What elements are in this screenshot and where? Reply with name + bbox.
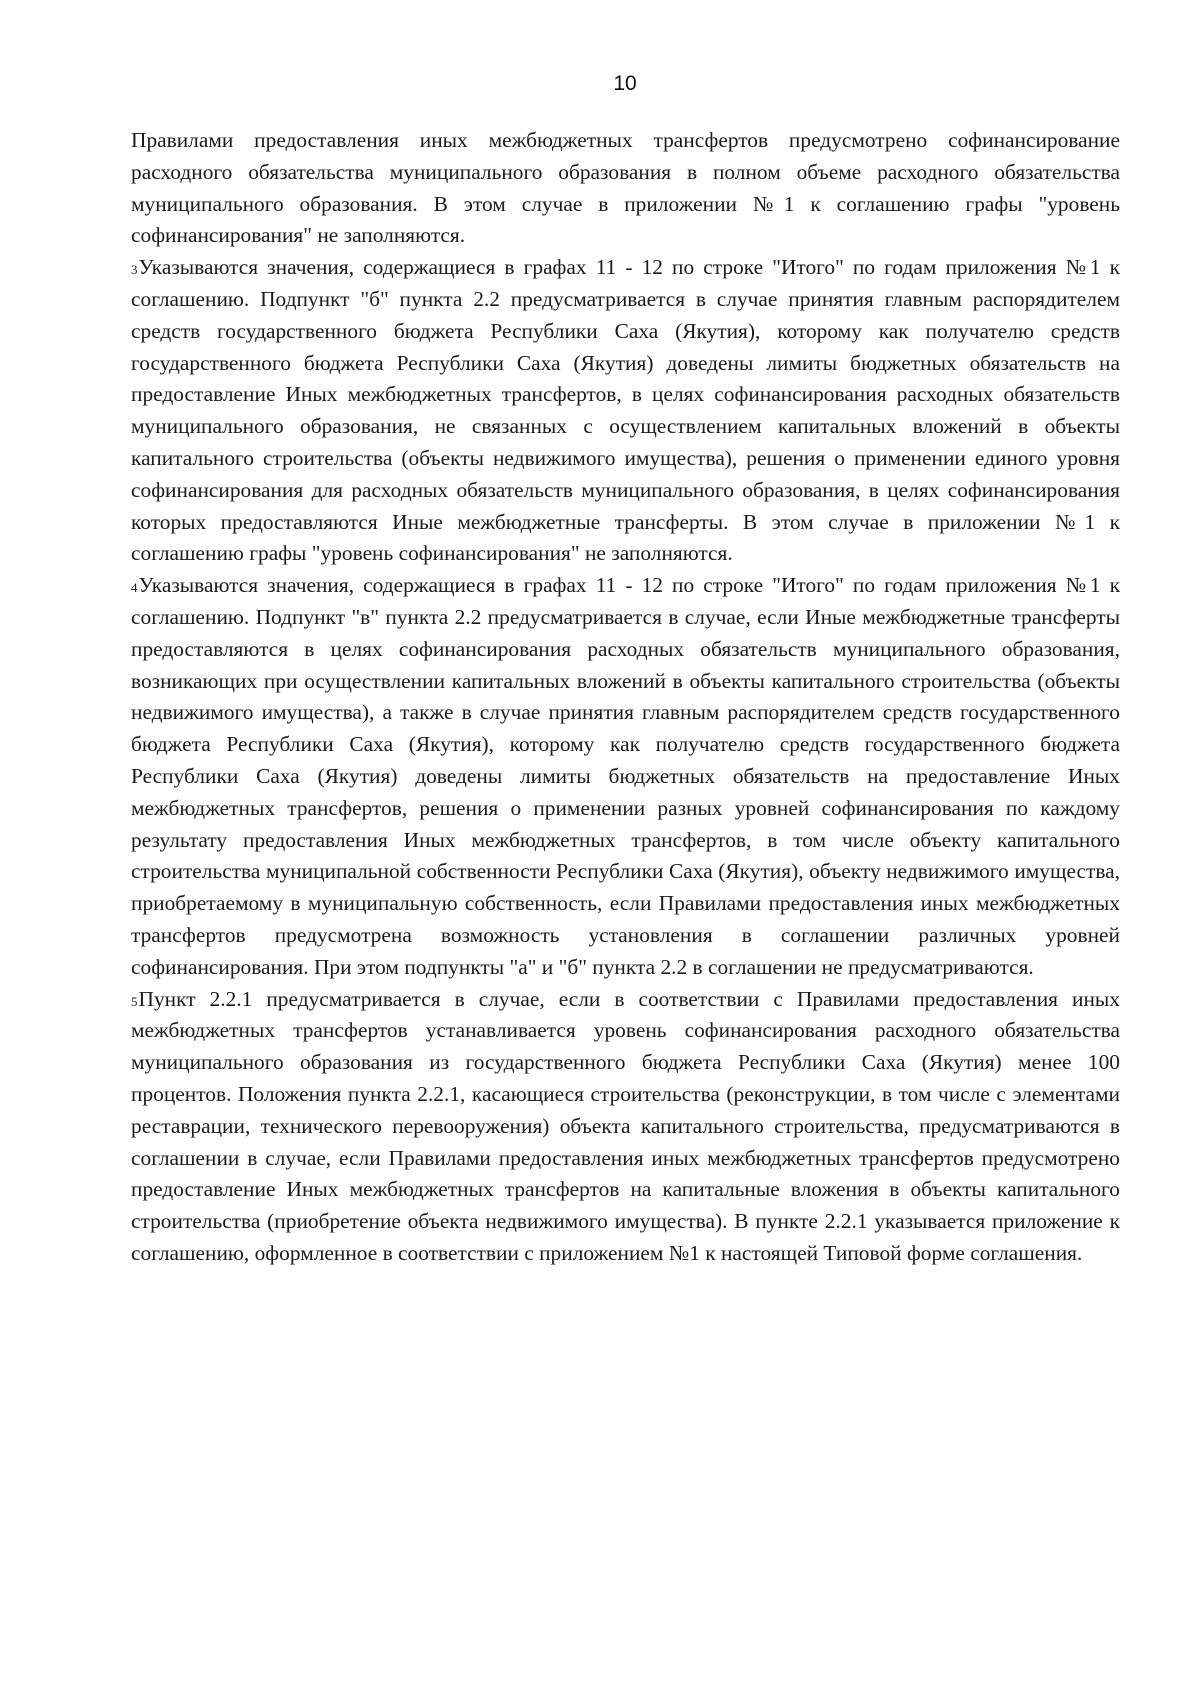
footnote-marker: 3 bbox=[131, 262, 138, 278]
paragraph-continuation bbox=[131, 125, 1120, 252]
footnote-marker: 5 bbox=[131, 993, 138, 1009]
footnote-text: Пункт 2.2.1 предусматривается в случае, если в соответствии с Правилами предоставления иных межбюджетных трансфертов устанавливается уровень софинансирования расходного обязательства муниципального образования из государственного бюджета Республики Саха (Якутия) менее 100 процентов. Положения пункта 2.2.1, касающиеся строительства (реконструкции, в том числе с элементами реставрации, технического перевооружения) объекта капитального строительства, предусматриваются в соглашении в случае, если Правилами предоставления иных межбюджетных трансфертов предусмотрено предоставление Иных межбюджетных трансфертов на капитальные вложения в объекты капитального строительства (приобретение объекта недвижимого имущества). В пункте 2.2.1 указывается приложение к соглашению, оформленное в соответствии с приложением №1 к настоящей Типовой форме соглашения. bbox=[131, 986, 1120, 1265]
footnote-text: Указываются значения, содержащиеся в графах 11 - 12 по строке "Итого" по годам приложения №1 к соглашению. Подпункт "б" пункта 2.2 предусматривается в случае принятия главным распорядителем средств государственного бюджета Республики Саха (Якутия), которому как получателю средств государственного бюджета Республики Саха (Якутия) доведены лимиты бюджетных обязательств на предоставление Иных межбюджетных трансфертов, в целях софинансирования расходных обязательств муниципального образования, не связанных с осуществлением капитальных вложений в объекты капитального строительства (объекты недвижимого имущества), решения о применении единого уровня софинансирования для расходных обязательств муниципального образования, в целях софинансирования которых предоставляются Иные межбюджетные трансферты. В этом случае в приложении №1 к соглашению графы "уровень софинансирования" не заполняются. bbox=[131, 255, 1120, 566]
footnote-marker: 4 bbox=[131, 580, 138, 596]
footnote-5 bbox=[131, 984, 1120, 1270]
paragraph-text: Правилами предоставления иных межбюджетных трансфертов предусмотрено софинансирование расходного обязательства муниципального образования в полном объеме расходного обязательства муниципального образования. В этом случае в приложении №1 к соглашению графы "уровень софинансирования" не заполняются. bbox=[131, 128, 1120, 248]
document-body bbox=[131, 125, 1120, 1270]
footnote-4 bbox=[131, 570, 1120, 983]
footnote-text: Указываются значения, содержащиеся в графах 11 - 12 по строке "Итого" по годам приложения №1 к соглашению. Подпункт "в" пункта 2.2 предусматривается в случае, если Иные межбюджетные трансферты предоставляются в целях софинансирования расходных обязательств муниципального образования, возникающих при осуществлении капитальных вложений в объекты капитального строительства (объекты недвижимого имущества), а также в случае принятия главным распорядителем средств государственного бюджета Республики Саха (Якутия), которому как получателю средств государственного бюджета Республики Саха (Якутия) доведены лимиты бюджетных обязательств на предоставление Иных межбюджетных трансфертов, решения о применении разных уровней софинансирования по каждому результату предоставления Иных межбюджетных трансфертов, в том числе объекту капитального строительства муниципальной собственности Республики Саха (Якутия), объекту недвижимого имущества, приобретаемому в муниципальную собственность, если Правилами предоставления иных межбюджетных трансфертов предусмотрена возможность установления в соглашении различных уровней софинансирования. При этом подпункты "а" и "б" пункта 2.2 в соглашении не предусматриваются. bbox=[131, 573, 1120, 979]
page-number: 10 bbox=[613, 72, 637, 95]
footnote-3 bbox=[131, 252, 1120, 570]
